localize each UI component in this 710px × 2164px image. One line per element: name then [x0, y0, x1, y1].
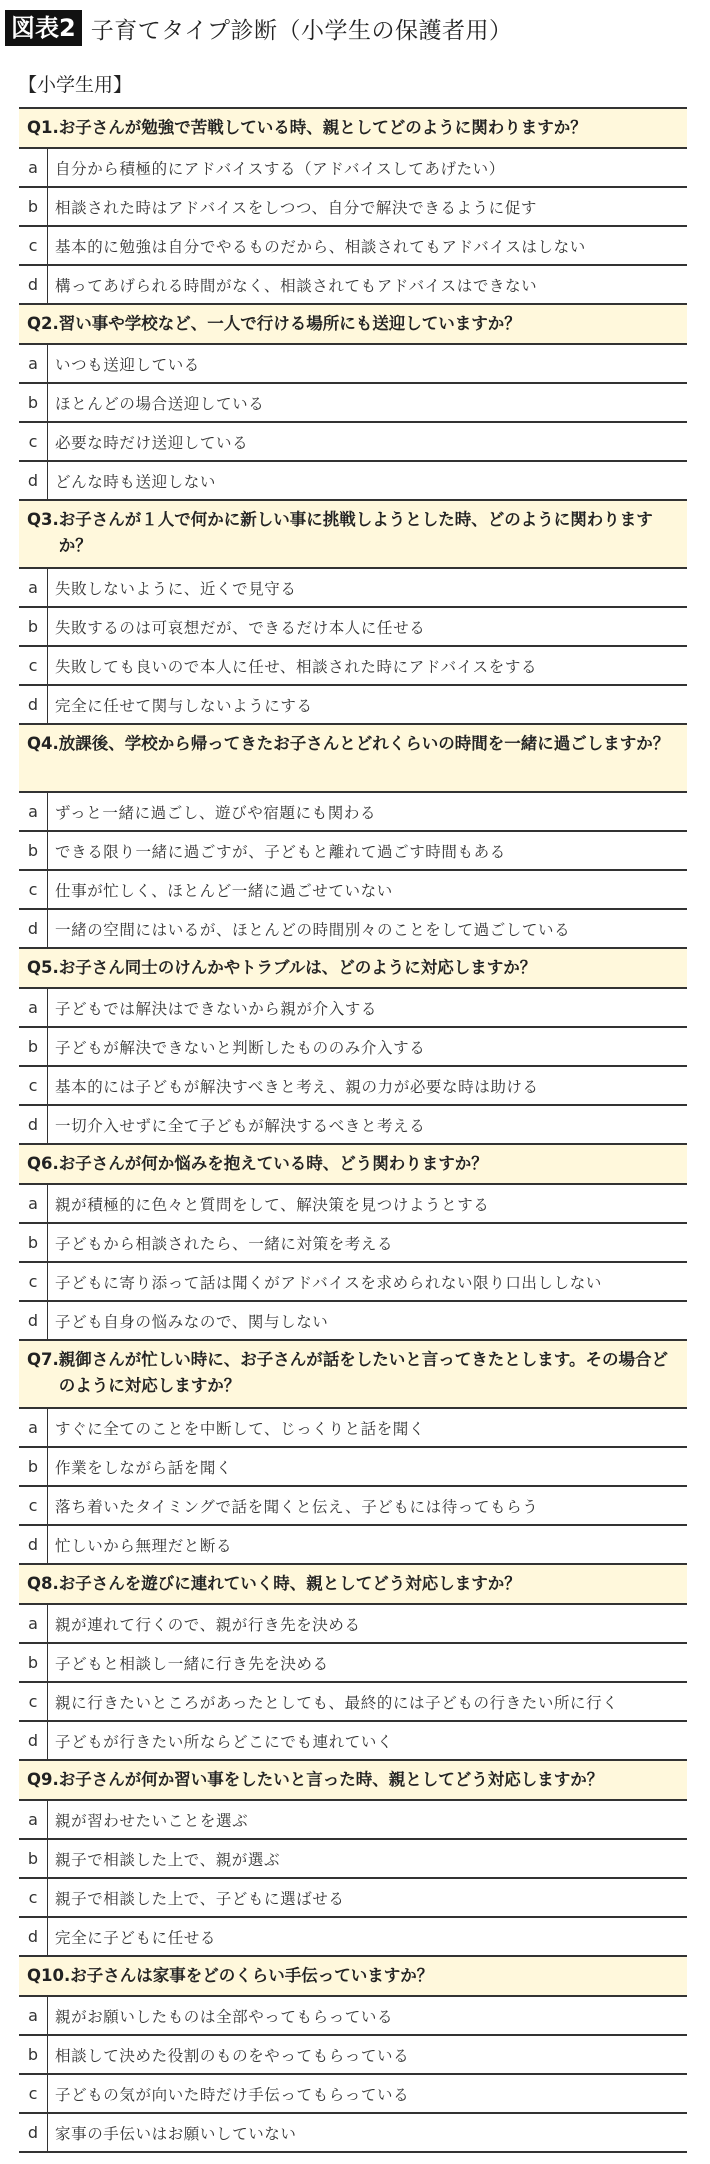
option-row[interactable]	[19, 1409, 687, 1448]
option-text: 子どもが解決できないと判断したもののみ介入する	[55, 1038, 426, 1057]
option-letter: c	[19, 1683, 48, 1720]
option-letter: b	[19, 1840, 48, 1877]
question-number: Q3.	[27, 510, 59, 529]
option-row[interactable]	[19, 832, 687, 871]
option-row[interactable]	[19, 1918, 687, 1957]
question-number: Q4.	[27, 734, 59, 753]
option-text: 子どもから相談されたら、一緒に対策を考える	[55, 1234, 394, 1253]
option-text: 子どもが行きたい所ならどこにでも連れていく	[55, 1732, 394, 1751]
option-row[interactable]	[19, 647, 687, 686]
option-letter: a	[19, 569, 48, 606]
question-text: お子さんを遊びに連れていく時、親としてどう対応しますか？	[58, 1574, 521, 1593]
option-row[interactable]	[19, 1644, 687, 1683]
option-row[interactable]	[19, 1605, 687, 1644]
option-letter: b	[19, 832, 48, 869]
option-letter: d	[19, 266, 48, 303]
option-letter: c	[19, 2075, 48, 2112]
option-row[interactable]	[19, 910, 687, 949]
question-header-q10	[19, 1957, 687, 1997]
questionnaire-table	[19, 107, 687, 2153]
option-row[interactable]	[19, 1448, 687, 1487]
option-letter: d	[19, 462, 48, 499]
question-text: 習い事や学校など、一人で行ける場所にも送迎していますか？	[58, 314, 521, 333]
option-text: 親が習わせたいことを選ぶ	[55, 1811, 249, 1830]
option-text: ほとんどの場合送迎している	[55, 394, 265, 413]
option-row[interactable]	[19, 608, 687, 647]
question-header-q4	[19, 725, 687, 793]
option-text: 落ち着いたタイミングで話を聞くと伝え、子どもには待ってもらう	[55, 1497, 539, 1516]
question-text: お子さんが何か悩みを抱えている時、どう関わりますか？	[58, 1154, 488, 1173]
option-row[interactable]	[19, 793, 687, 832]
option-letter: d	[19, 1526, 48, 1563]
option-text: できる限り一緒に過ごすが、子どもと離れて過ごす時間もある	[55, 842, 506, 861]
question-number: Q9.	[27, 1770, 59, 1789]
option-letter: b	[19, 1028, 48, 1065]
option-row[interactable]	[19, 227, 687, 266]
option-letter: d	[19, 910, 48, 947]
option-letter: c	[19, 647, 48, 684]
question-header-q6	[19, 1145, 687, 1185]
option-letter: b	[19, 2036, 48, 2073]
option-text: 完全に任せて関与しないようにする	[55, 696, 313, 715]
option-text: 子どもの気が向いた時だけ手伝ってもらっている	[55, 2085, 410, 2104]
option-row[interactable]	[19, 1028, 687, 1067]
question-header-q5	[19, 949, 687, 989]
option-letter: c	[19, 423, 48, 460]
figure-title-row	[5, 9, 513, 47]
option-text: 失敗するのは可哀想だが、できるだけ本人に任せる	[55, 618, 426, 637]
question-text: お子さんが勉強で苦戦している時、親としてどのように関わりますか？	[58, 118, 587, 137]
option-text: 仕事が忙しく、ほとんど一緒に過ごせていない	[55, 881, 393, 900]
option-letter: d	[19, 1918, 48, 1955]
option-text: どんな時も送迎しない	[55, 472, 217, 491]
option-text: 相談して決めた役割のものをやってもらっている	[55, 2046, 410, 2065]
option-text: すぐに全てのことを中断して、じっくりと話を聞く	[55, 1419, 425, 1438]
option-text: 完全に子どもに任せる	[55, 1928, 217, 1947]
option-row[interactable]	[19, 149, 687, 188]
question-text: お子さんは家事をどのくらい手伝っていますか？	[70, 1966, 434, 1985]
option-row[interactable]	[19, 2075, 687, 2114]
option-text: いつも送迎している	[55, 355, 200, 374]
option-text: 必要な時だけ送迎している	[55, 433, 249, 452]
question-number: Q7.	[27, 1350, 59, 1369]
option-letter: a	[19, 1801, 48, 1838]
option-row[interactable]	[19, 989, 687, 1028]
option-letter: d	[19, 1302, 48, 1339]
page-title: 子育てタイプ診断（小学生の保護者用）	[90, 17, 513, 44]
question-header-q9	[19, 1761, 687, 1801]
option-text: 親が連れて行くので、親が行き先を決める	[55, 1615, 361, 1634]
option-row[interactable]	[19, 188, 687, 227]
option-text: 親がお願いしたものは全部やってもらっている	[55, 2007, 394, 2026]
option-text: 子どもに寄り添って話は聞くがアドバイスを求められない限り口出ししない	[55, 1273, 602, 1292]
option-letter: a	[19, 1409, 48, 1446]
option-row[interactable]	[19, 1302, 687, 1341]
question-number: Q10.	[27, 1966, 71, 1985]
option-letter: c	[19, 1879, 48, 1916]
option-text: ずっと一緒に過ごし、遊びや宿題にも関わる	[55, 803, 377, 822]
option-letter: b	[19, 1224, 48, 1261]
option-letter: c	[19, 1487, 48, 1524]
option-letter: a	[19, 1185, 48, 1222]
option-text: 基本的に勉強は自分でやるものだから、相談されてもアドバイスはしない	[55, 237, 586, 256]
option-text: 家事の手伝いはお願いしていない	[55, 2124, 297, 2143]
option-text: 基本的には子どもが解決すべきと考え、親の力が必要な時は助ける	[55, 1077, 539, 1096]
option-letter: b	[19, 384, 48, 421]
figure-badge: 図表2	[5, 10, 82, 46]
option-row[interactable]	[19, 1106, 687, 1145]
option-text: 子どもと相談し一緒に行き先を決める	[55, 1654, 329, 1673]
question-text: お子さんが１人で何かに新しい事に挑戦しようとした時、どのように関わりますか？	[58, 510, 653, 555]
option-row[interactable]	[19, 686, 687, 725]
question-header-q8	[19, 1565, 687, 1605]
option-row[interactable]	[19, 1997, 687, 2036]
question-number: Q1.	[27, 118, 59, 137]
option-text: 子ども自身の悩みなので、関与しない	[55, 1312, 329, 1331]
option-row[interactable]	[19, 345, 687, 384]
option-text: 失敗しないように、近くで見守る	[55, 579, 297, 598]
option-row[interactable]	[19, 2114, 687, 2153]
option-row[interactable]	[19, 423, 687, 462]
question-number: Q5.	[27, 958, 59, 977]
option-row[interactable]	[19, 462, 687, 501]
question-text: 放課後、学校から帰ってきたお子さんとどれくらいの時間を一緒に過ごしますか？	[58, 734, 670, 753]
option-row[interactable]	[19, 1879, 687, 1918]
option-letter: a	[19, 1997, 48, 2034]
option-letter: a	[19, 1605, 48, 1642]
question-header-q3	[19, 501, 687, 569]
question-number: Q6.	[27, 1154, 59, 1173]
question-text: お子さんが何か習い事をしたいと言った時、親としてどう対応しますか？	[58, 1770, 604, 1789]
option-letter: a	[19, 345, 48, 382]
option-row[interactable]	[19, 1263, 687, 1302]
option-row[interactable]	[19, 1185, 687, 1224]
option-letter: c	[19, 1263, 48, 1300]
option-text: 子どもでは解決はできないから親が介入する	[55, 999, 378, 1018]
option-letter: a	[19, 989, 48, 1026]
option-letter: a	[19, 793, 48, 830]
option-letter: d	[19, 2114, 48, 2151]
option-text: 一切介入せずに全て子どもが解決するべきと考える	[55, 1116, 426, 1135]
option-letter: d	[19, 686, 48, 723]
option-letter: b	[19, 1448, 48, 1485]
option-text: 自分から積極的にアドバイスする（アドバイスしてあげたい）	[55, 159, 505, 178]
question-header-q1	[19, 109, 687, 149]
option-row[interactable]	[19, 1722, 687, 1761]
option-row[interactable]	[19, 569, 687, 608]
question-text: お子さん同士のけんかやトラブルは、どのように対応しますか？	[58, 958, 537, 977]
option-letter: b	[19, 1644, 48, 1681]
option-letter: a	[19, 149, 48, 186]
option-text: 一緒の空間にはいるが、ほとんどの時間別々のことをして過ごしている	[55, 920, 571, 939]
question-number: Q2.	[27, 314, 59, 333]
option-row[interactable]	[19, 1067, 687, 1106]
option-row[interactable]	[19, 1224, 687, 1263]
option-letter: d	[19, 1722, 48, 1759]
question-header-q2	[19, 305, 687, 345]
option-text: 相談された時はアドバイスをしつつ、自分で解決できるように促す	[55, 198, 537, 217]
option-row[interactable]	[19, 1526, 687, 1565]
option-row[interactable]	[19, 384, 687, 423]
option-text: 親子で相談した上で、親が選ぶ	[55, 1850, 281, 1869]
option-row[interactable]	[19, 1840, 687, 1879]
question-text: 親御さんが忙しい時に、お子さんが話をしたいと言ってきたとします。その場合どのように対応しますか？	[58, 1350, 668, 1395]
question-number: Q8.	[27, 1574, 59, 1593]
option-row[interactable]	[19, 871, 687, 910]
option-row[interactable]	[19, 1801, 687, 1840]
option-row[interactable]	[19, 1683, 687, 1722]
option-row[interactable]	[19, 1487, 687, 1526]
question-header-q7	[19, 1341, 687, 1409]
option-text: 親に行きたいところがあったとしても、最終的には子どもの行きたい所に行く	[55, 1693, 619, 1712]
option-letter: c	[19, 227, 48, 264]
option-letter: b	[19, 608, 48, 645]
option-text: 忙しいから無理だと断る	[55, 1536, 233, 1555]
option-text: 親が積極的に色々と質問をして、解決策を見つけようとする	[55, 1195, 490, 1214]
option-letter: d	[19, 1106, 48, 1143]
option-text: 親子で相談した上で、子どもに選ばせる	[55, 1889, 345, 1908]
option-text: 構ってあげられる時間がなく、相談されてもアドバイスはできない	[55, 276, 538, 295]
option-row[interactable]	[19, 2036, 687, 2075]
option-text: 作業をしながら話を聞く	[55, 1458, 233, 1477]
section-label: 【小学生用】	[18, 74, 133, 96]
option-letter: c	[19, 1067, 48, 1104]
option-text: 失敗しても良いので本人に任せ、相談された時にアドバイスをする	[55, 657, 538, 676]
option-row[interactable]	[19, 266, 687, 305]
option-letter: c	[19, 871, 48, 908]
option-letter: b	[19, 188, 48, 225]
